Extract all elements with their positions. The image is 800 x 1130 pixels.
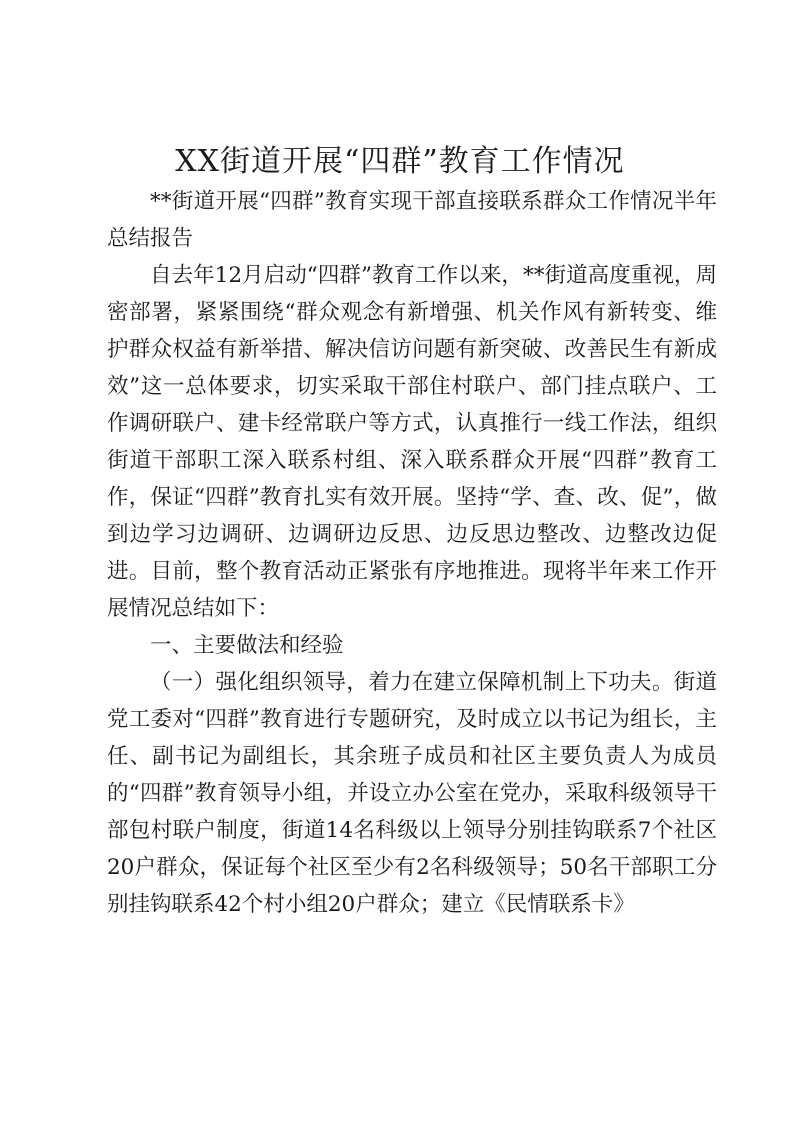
paragraph-introduction: 自去年12月启动“四群”教育工作以来，**街道高度重视，周密部署，紧紧围绕“群众观念有新增强、机关作风有新转变、维护群众权益有新举措、解决信访问题有新突破、改善民生有新成效”这一总体要求，切实采取干部住村联户、部门挂点联户、工作调研联户、建卡经常联户等方式，认真推行一线工作法，组织街道干部职工深入联系村组、深入联系群众开展“四群”教育工作，保证“四群”教育扎实有效开展。坚持“学、查、改、促”，做到边学习边调研、边调研边反思、边反思边整改、边整改边促进。目前，整个教育活动正紧张有序地推进。现将半年来工作开展情况总结如下： — [107, 263, 717, 621]
section-heading-main-practices: 一、主要做法和经验 — [150, 633, 344, 658]
document-body — [107, 183, 717, 923]
paragraph-report-subtitle: **街道开展“四群”教育实现干部直接联系群众工作情况半年总结报告 — [107, 189, 717, 251]
document-title: XX街道开展“四群”教育工作情况 — [175, 144, 625, 179]
paragraph-organization-leadership: （一）强化组织领导，着力在建立保障机制上下功夫。街道党工委对“四群”教育进行专题研究，及时成立以书记为组长，主任、副书记为副组长，其余班子成员和社区主要负责人为成员的“四群”教育领导小组，并设立办公室在党办，采取科级领导干部包村联户制度，街道14名科级以上领导分别挂钩联系7个社区20户群众，保证每个社区至少有2名科级领导；50名干部职工分别挂钩联系42个村小组20户群众；建立《民情联系卡》 — [107, 670, 717, 917]
